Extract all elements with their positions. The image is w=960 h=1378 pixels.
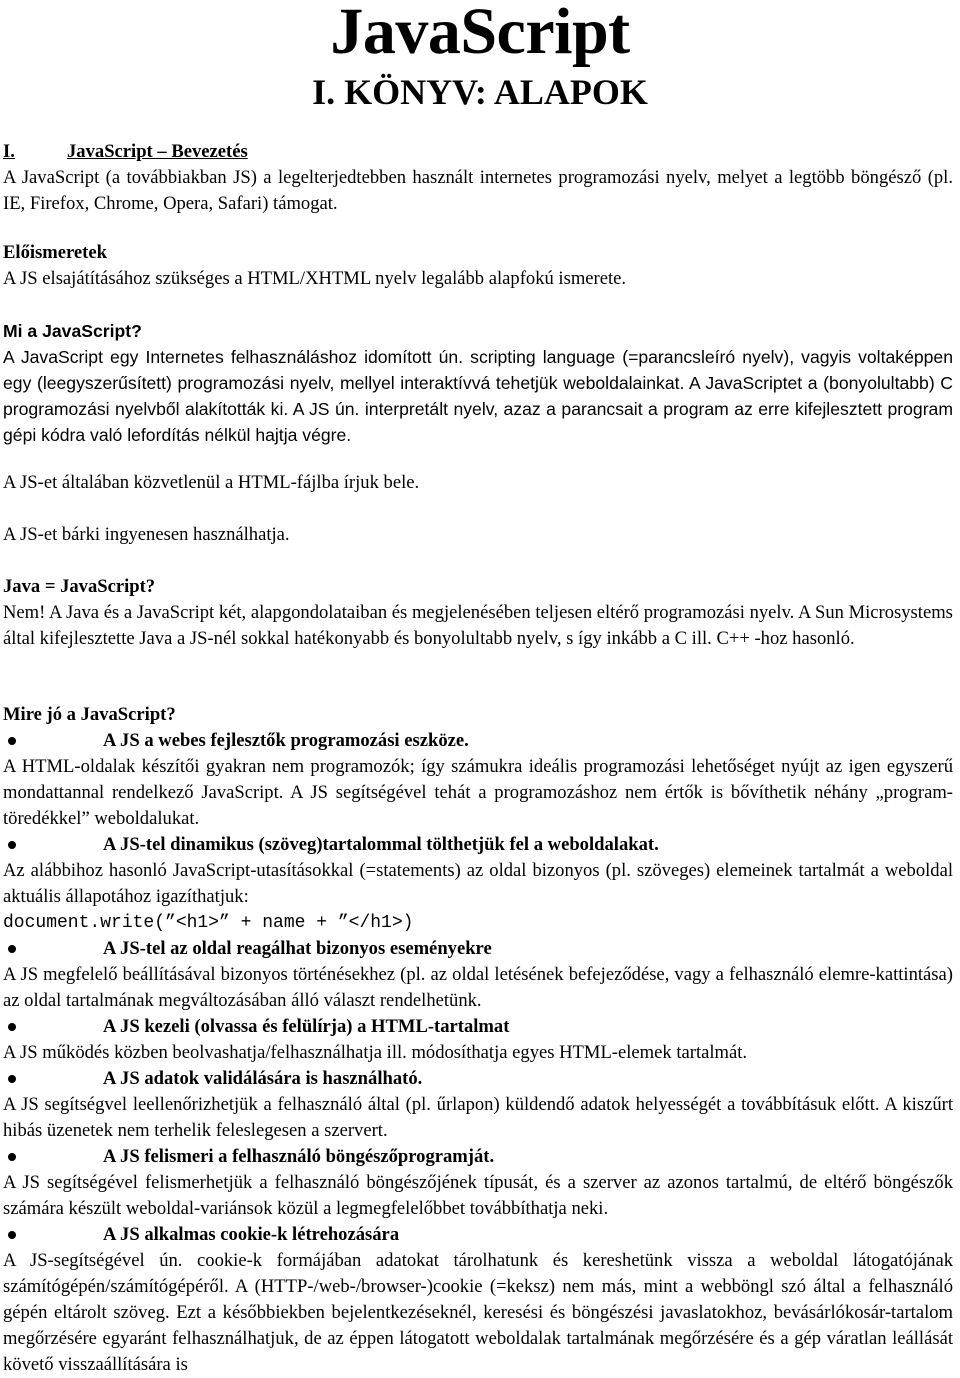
section-1	[3, 139, 953, 217]
free-use-text: A JS-et bárki ingyenesen használhatja.	[3, 524, 290, 545]
list-item	[3, 1014, 953, 1066]
list-item	[3, 1066, 953, 1144]
list-item	[3, 936, 953, 1014]
bullet-text: A JS segítségvel leellenőrizhetjük a felhasználó által (pl. űrlapon) küldendő adatok helyességét a továbbításuk előtt. A kiszűrt hibás üzenetek nem terhelik feleslegesen a szervert.	[3, 1094, 953, 1141]
java-explanation: A Java és a JavaScript két, alapgondolataiban és megjelenésében teljesen eltérő programozási nyelv. A Sun Microsystems által kifejlesztette Java a JS-nél sokkal hatékonyabb és bonyolultabb nyelv, s így inkább a C ill. C++ -hoz hasonló.	[3, 602, 953, 649]
bullet-text: Az alábbihoz hasonló JavaScript-utasításokkal (=statements) az oldal bizonyos (pl. szöveges) elemeinek tartalmát a weboldal aktuális állapotához igazíthatjuk:	[3, 860, 953, 907]
list-item	[3, 728, 953, 832]
what-section	[3, 318, 953, 448]
bullet-title	[3, 1014, 953, 1040]
section-title: JavaScript – Bevezetés	[67, 141, 248, 162]
bullet-text: A JS-segítségével ún. cookie-k formájában adatokat tárolhatunk és kereshetünk vissza a weboldal látogatójának számítógépén/számítógépéről. A (HTTP-/web-/browser-)cookie (=keksz) nem más, mint a webböngl szó által a felhasználó gépén eltárolt szöveg. Ezt a későbbiekben bejelentkezéseknél, keresési és böngészési javaslatokhoz, bevásárlókosár-tartalom megőrzésére egyaránt felhasználhatjuk, de az éppen látogatott weboldalak tartalmának megőrzésére és a gép váratlan leállását követő visszaállítására is	[3, 1250, 953, 1375]
bullet-icon	[8, 1075, 16, 1083]
list-item	[3, 1144, 953, 1222]
bullet-icon	[8, 737, 16, 745]
bullet-title-text: A JS felismeri a felhasználó böngészőprogramját.	[103, 1146, 495, 1167]
java-section	[3, 574, 953, 652]
bullet-title-text: A JS adatok validálására is használható.	[103, 1068, 423, 1089]
bullet-text: A JS működés közben beolvashatja/felhasználhatja ill. módosíthatja egyes HTML-elemek tartalmát.	[3, 1042, 748, 1063]
bullet-title-text: A JS alkalmas cookie-k létrehozására	[103, 1224, 400, 1245]
intro-paragraph: A JavaScript (a továbbiakban JS) a legelterjedtebben használt internetes programozási nyelv, melyet a legtöbb böngésző (pl. IE, Firefox, Chrome, Opera, Safari) támogat.	[3, 167, 953, 214]
html-embed-text: A JS-et általában közvetlenül a HTML-fájlba írjuk bele.	[3, 472, 420, 493]
prereq-section	[3, 240, 953, 292]
bullet-title-text: A JS-tel dinamikus (szöveg)tartalommal tölthetjük fel a weboldalakat.	[103, 834, 659, 855]
section-number: I.	[3, 141, 15, 162]
java-text	[3, 600, 953, 652]
document-subtitle	[0, 72, 960, 112]
bullet-text: A JS segítségével felismerhetjük a felhasználó böngészőjének típusát, és a szerver az azonos tartalmú, de eltérő böngészők számára készült weboldal-variánsok közül a legmegfelelőbbet továbbíthatja neki.	[3, 1172, 953, 1219]
what-text: A JavaScript egy Internetes felhasználáshoz idomított ún. scripting language (=parancsleíró nyelv), vagyis voltaképpen egy (leegyszerűsített) programozási nyelv, mellyel interaktívvá tehetjük weboldalainkat. A JavaScriptet a (bonyolultabb) C programozási nyelvből alakították ki. A JS ún. interpretált nyelv, azaz a parancsait a program az erre kifejlesztett program gépi kódra való lefordítás nélkül hajtja végre.	[3, 347, 953, 445]
bullet-text: A HTML-oldalak készítői gyakran nem programozók; így számukra ideális programozási lehetőséget nyújt az igen egyszerű mondattannal rendelkező JavaScript. A JS segítségével tehát a programozáshoz nem értők is bővíthetik néhány „program-töredékkel” weboldalukat.	[3, 756, 953, 829]
java-answer: Nem!	[3, 602, 46, 623]
what-paragraph-2	[3, 470, 953, 496]
bullet-title-text: A JS-tel az oldal reagálhat bizonyos eseményekre	[103, 938, 492, 959]
what-heading: Mi a JavaScript?	[3, 321, 142, 341]
prereq-text: A JS elsajátításához szükséges a HTML/XHTML nyelv legalább alapfokú ismerete.	[3, 268, 627, 289]
bullet-title-text: A JS kezeli (olvassa és felülírja) a HTML-tartalmat	[103, 1016, 510, 1037]
bullet-icon	[8, 945, 16, 953]
bullet-icon	[8, 1153, 16, 1161]
bullet-title	[3, 936, 953, 962]
java-heading: Java = JavaScript?	[3, 576, 156, 597]
list-item	[3, 1222, 953, 1378]
code-sample: document.write(”<h1>” + name + ”</h1>)	[3, 913, 414, 933]
subtitle-text: I. KÖNYV: ALAPOK	[312, 72, 648, 112]
prereq-heading: Előismeretek	[3, 242, 107, 263]
bullet-title-text: A JS a webes fejlesztők programozási eszköze.	[103, 730, 469, 751]
good-heading: Mire jó a JavaScript?	[3, 704, 176, 725]
bullet-icon	[8, 1023, 16, 1031]
bullet-title	[3, 1222, 953, 1248]
section-heading	[3, 139, 953, 165]
list-item	[3, 832, 953, 936]
bullet-text: A JS megfelelő beállításával bizonyos történésekhez (pl. az oldal letésének befejeződése, vagy a felhasználó elemre-kattintása) az oldal tartalmának megváltozásában álló választ rendelhetünk.	[3, 964, 953, 1011]
bullet-icon	[8, 1231, 16, 1239]
bullet-title	[3, 728, 953, 754]
document-title: JavaScript	[330, 0, 630, 68]
bullet-title	[3, 1066, 953, 1092]
good-section	[3, 702, 953, 1378]
what-paragraph-3	[3, 522, 953, 548]
bullet-icon	[8, 841, 16, 849]
bullet-title	[3, 832, 953, 858]
bullet-title	[3, 1144, 953, 1170]
